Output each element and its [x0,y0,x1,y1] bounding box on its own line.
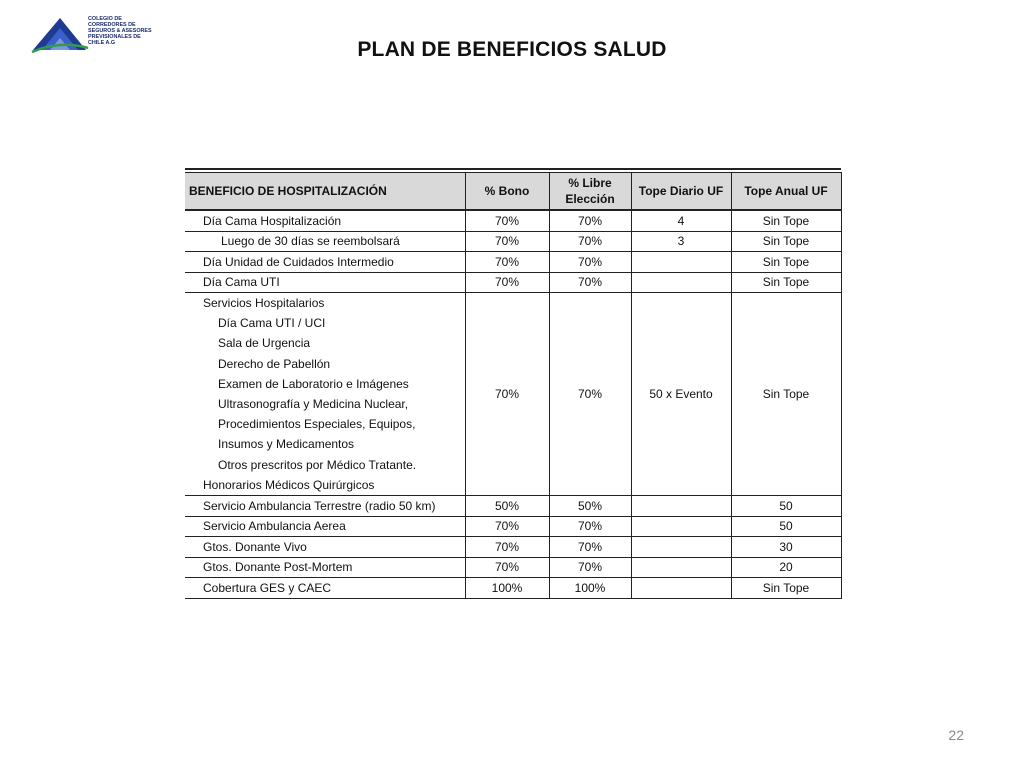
table-top-rule [185,168,841,170]
cell-libre: 70% [549,537,631,558]
row-label: Día Cama UTI [185,272,465,293]
cell-diario: 4 [631,210,731,231]
table-row [185,516,841,537]
cell-anual: Sin Tope [731,293,841,496]
table-row [185,231,841,252]
cell-libre: 100% [549,578,631,599]
slide-title: PLAN DE BENEFICIOS SALUD [357,38,667,61]
table-header-row [185,173,841,211]
benefits-table [185,172,842,599]
service-item: Procedimientos Especiales, Equipos, [218,417,416,432]
cell-libre: 70% [549,557,631,578]
table-row [185,252,841,273]
cell-diario [631,578,731,599]
service-item: Otros prescritos por Médico Tratante. [218,457,417,472]
table-row [185,210,841,231]
cell-diario: 50 x Evento [631,293,731,496]
cell-bono: 70% [465,252,549,273]
cell-bono: 70% [465,210,549,231]
table-row [185,578,841,599]
page-number: 22 [948,727,964,743]
service-item: Insumos y Medicamentos [218,437,355,452]
logo-text: COLEGIO DE CORREDORES DE SEGUROS & ASESORES PREVISIONALES DE CHILE A.G [88,16,152,46]
cell-diario [631,537,731,558]
cell-anual: 30 [731,537,841,558]
column-header-libre-eleccion: % Libre Elección [549,173,631,211]
row-label: Día Unidad de Cuidados Intermedio [185,252,465,273]
cell-anual: 50 [731,496,841,517]
row-label: Gtos. Donante Post-Mortem [185,557,465,578]
cell-anual: Sin Tope [731,252,841,273]
cell-bono: 50% [465,496,549,517]
cell-libre: 70% [549,272,631,293]
service-item: Derecho de Pabellón [218,356,331,371]
cell-bono: 70% [465,516,549,537]
services-footer: Honorarios Médicos Quirúrgicos [203,477,375,492]
column-header-benefit: BENEFICIO DE HOSPITALIZACIÓN [185,173,465,211]
cell-libre: 70% [549,231,631,252]
cell-anual: 20 [731,557,841,578]
cell-bono: 70% [465,557,549,578]
cell-diario [631,516,731,537]
cell-bono: 70% [465,293,549,496]
service-item: Sala de Urgencia [218,336,311,351]
row-label: Luego de 30 días se reembolsará [185,231,465,252]
cell-diario [631,557,731,578]
column-header-tope-anual: Tope Anual UF [731,173,841,211]
cell-bono: 70% [465,272,549,293]
service-item: Ultrasonografía y Medicina Nuclear, [218,397,409,412]
cell-libre: 70% [549,210,631,231]
column-header-bono: % Bono [465,173,549,211]
cell-diario [631,252,731,273]
cell-anual: Sin Tope [731,272,841,293]
service-item: Día Cama UTI / UCI [218,316,326,331]
services-list [185,293,465,496]
cell-anual: Sin Tope [731,210,841,231]
table-row [185,272,841,293]
row-label: Cobertura GES y CAEC [185,578,465,599]
table-row [185,537,841,558]
cell-diario: 3 [631,231,731,252]
cell-bono: 70% [465,537,549,558]
table-row [185,496,841,517]
table-row [185,557,841,578]
cell-libre: 70% [549,252,631,273]
cell-libre: 70% [549,516,631,537]
cell-bono: 100% [465,578,549,599]
service-item: Examen de Laboratorio e Imágenes [218,376,409,391]
cell-libre: 50% [549,496,631,517]
cell-diario [631,496,731,517]
row-label: Gtos. Donante Vivo [185,537,465,558]
cell-bono: 70% [465,231,549,252]
cell-anual: 50 [731,516,841,537]
row-label: Servicio Ambulancia Aerea [185,516,465,537]
cell-anual: Sin Tope [731,578,841,599]
column-header-tope-diario: Tope Diario UF [631,173,731,211]
table-row-services [185,293,841,496]
cell-diario [631,272,731,293]
row-label: Servicio Ambulancia Terrestre (radio 50 km) [185,496,465,517]
services-title: Servicios Hospitalarios [203,296,325,310]
cell-libre: 70% [549,293,631,496]
row-label: Día Cama Hospitalización [185,210,465,231]
cell-anual: Sin Tope [731,231,841,252]
